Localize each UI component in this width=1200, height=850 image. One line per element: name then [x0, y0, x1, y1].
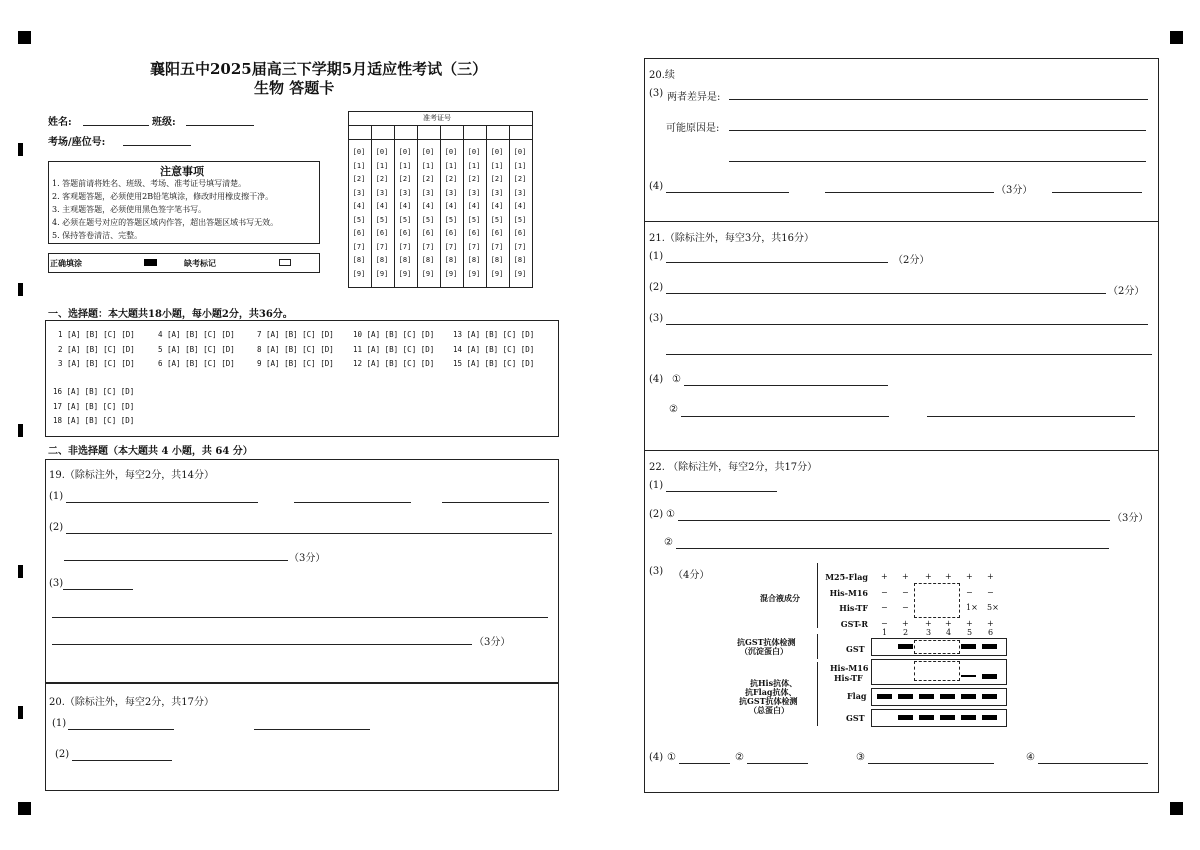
section2-title: 二、非选择题（本大题共 4 小题，共 64 分） — [48, 446, 253, 457]
gel-label-gst2: GST — [846, 713, 865, 723]
q20-4-score: （3分） — [996, 185, 1033, 196]
q19-header: 19.（除标注外，每空2分，共14分） — [49, 470, 214, 481]
exam-id-digit-bubble[interactable]: [0] — [398, 148, 412, 156]
name-label: 姓名: — [48, 117, 72, 128]
q19-part3: (3) — [49, 578, 64, 589]
mc-question-row[interactable]: 3 [A] [B] [C] [D] — [58, 359, 135, 368]
exam-id-digit-bubble[interactable]: [4] — [398, 202, 412, 210]
q21-1-score: （2分） — [893, 255, 930, 266]
gel-band — [919, 715, 934, 720]
fig-detect2-l1: 抗His抗体、 — [750, 678, 798, 688]
exam-id-digit-bubble[interactable]: [5] — [513, 215, 527, 224]
exam-id-digit-bubble[interactable]: [3] — [513, 188, 527, 197]
exam-id-digit-bubble[interactable]: [6] — [444, 229, 458, 237]
gel-band — [961, 715, 976, 720]
fig-row-value: 1× — [966, 603, 978, 612]
exam-id-digit-bubble[interactable]: [0] — [444, 148, 458, 156]
gel-band — [961, 694, 976, 699]
exam-id-digit-bubble[interactable]: [1] — [444, 161, 458, 170]
q21-header: 21.（除标注外，每空3分，共16分） — [649, 233, 814, 244]
q21-part2: (2) — [649, 282, 664, 293]
q22-2-blank[interactable] — [678, 520, 1110, 521]
gel-band — [982, 644, 997, 649]
mc-question-row[interactable]: 11 [A] [B] [C] [D] — [353, 345, 435, 354]
exam-id-label: 准考证号 — [423, 114, 451, 122]
notice-item: 3. 主观题答题，必须使用黑色签字笔书写。 — [52, 205, 207, 214]
exam-id-digit-bubble[interactable]: [2] — [421, 175, 435, 183]
exam-id-digit-bubble[interactable]: [7] — [352, 242, 366, 251]
q22-header: 22. （除标注外，每空2分，共17分） — [649, 462, 818, 473]
exam-id-digit-bubble[interactable]: [1] — [490, 161, 504, 170]
q20-continued-box — [644, 58, 1159, 222]
fig-lane-number: 3 — [926, 628, 932, 637]
q20-3-reason-blank[interactable] — [729, 130, 1146, 131]
q22-2-circle2: ② — [664, 537, 673, 548]
timing-mark — [18, 565, 23, 578]
exam-id-digit-bubble[interactable]: [4] — [352, 202, 366, 210]
q20-continued-label: 20.续 — [649, 70, 675, 81]
correct-fill-label: 正确填涂 — [50, 258, 82, 268]
gel-band — [982, 674, 997, 679]
q22-part2: (2) — [649, 509, 664, 520]
q20-part4: (4) — [649, 181, 664, 192]
exam-id-digit-bubble[interactable]: [9] — [352, 269, 366, 278]
q19-part2: (2) — [49, 522, 64, 533]
gel-band — [940, 715, 955, 720]
timing-mark — [18, 424, 23, 437]
exam-id-digit-bubble[interactable]: [7] — [398, 242, 412, 251]
fig-detect1-l2: （沉淀蛋白） — [740, 646, 788, 656]
q20-reason-label: 可能原因是: — [666, 123, 720, 134]
fig-row-value: − — [881, 619, 888, 628]
exam-id-digit-bubble[interactable]: [4] — [467, 202, 481, 210]
q22-4-blank[interactable] — [747, 763, 808, 764]
exam-id-digit-bubble[interactable]: [6] — [490, 229, 504, 237]
q20-4-blank[interactable] — [1052, 192, 1142, 193]
fig-lane-number: 2 — [903, 628, 909, 637]
q22-3-score: （4分） — [673, 570, 710, 581]
exam-id-digit-bubble[interactable]: [7] — [467, 242, 481, 251]
mc-question-row[interactable]: 6 [A] [B] [C] [D] — [158, 359, 235, 368]
exam-id-digit-bubble[interactable]: [6] — [513, 229, 527, 237]
gel-band — [898, 694, 913, 699]
gel-band — [961, 644, 976, 649]
q22-4-circle3: ③ — [856, 752, 865, 763]
exam-id-digit-bubble[interactable]: [9] — [490, 269, 504, 278]
exam-id-digit-bubble[interactable]: [2] — [352, 175, 366, 183]
exam-id-digit-bubble[interactable]: [1] — [421, 161, 435, 170]
exam-id-digit-bubble[interactable]: [8] — [352, 256, 366, 264]
class-field[interactable] — [186, 125, 254, 126]
q21-3-blank[interactable] — [666, 324, 1148, 325]
q21-4-circle2: ② — [669, 404, 678, 415]
q19-1-blank[interactable] — [442, 502, 549, 503]
class-label: 班级: — [152, 117, 176, 128]
q22-4-blank[interactable] — [868, 763, 994, 764]
q20-diff-label: 两者差异是: — [667, 92, 721, 103]
q22-2-circle1: ① — [666, 509, 675, 520]
exam-id-digit-bubble[interactable]: [8] — [375, 256, 389, 264]
fig-row-value: − — [881, 603, 888, 612]
exam-id-digit-bubble[interactable]: [8] — [398, 256, 412, 264]
exam-id-digit-bubble[interactable]: [0] — [352, 148, 366, 156]
exam-id-digit-bubble[interactable]: [0] — [375, 148, 389, 156]
q19-part1: (1) — [49, 491, 64, 502]
exam-id-digit-bubble[interactable]: [7] — [444, 242, 458, 251]
q21-2-score: （2分） — [1108, 286, 1145, 297]
exam-id-digit-bubble[interactable]: [8] — [421, 256, 435, 264]
exam-id-digit-bubble[interactable]: [2] — [444, 175, 458, 183]
gel-label-his-m16: His-M16 — [830, 663, 869, 673]
notice-item: 2. 客观题答题，必须使用2B铅笔填涂，修改时用橡皮擦干净。 — [52, 192, 274, 201]
fig-row-value: + — [966, 619, 973, 628]
fig-row-value: + — [925, 572, 932, 581]
exam-id-digit-bubble[interactable]: [6] — [467, 229, 481, 237]
fig-row-value: − — [881, 588, 888, 597]
q19-3-blank[interactable] — [52, 644, 472, 645]
q19-2-score: （3分） — [289, 553, 326, 564]
exam-id-digit-bubble[interactable]: [1] — [375, 161, 389, 170]
q22-4-circle2: ② — [735, 752, 744, 763]
exam-subtitle: 生物 答题卡 — [254, 79, 335, 97]
mc-question-row[interactable]: 17 [A] [B] [C] [D] — [53, 401, 135, 411]
exam-id-digit-bubble[interactable]: [6] — [421, 229, 435, 237]
q22-4-blank[interactable] — [679, 763, 730, 764]
q21-4-blank[interactable] — [681, 416, 889, 417]
fig-lane-number: 6 — [988, 628, 994, 637]
mc-question-row[interactable]: 18 [A] [B] [C] [D] — [53, 416, 135, 425]
exam-id-digit-bubble[interactable]: [9] — [421, 269, 435, 278]
q22-part3: (3) — [649, 566, 664, 577]
exam-id-digit-bubble[interactable]: [4] — [421, 202, 435, 210]
notice-title: 注意事项 — [160, 165, 204, 178]
mc-question-row[interactable]: 7 [A] [B] [C] [D] — [257, 330, 334, 339]
exam-id-digit-bubble[interactable]: [4] — [375, 202, 389, 210]
fig-row-label: M25-Flag — [825, 572, 868, 582]
q19-box — [45, 459, 559, 683]
timing-mark — [18, 283, 23, 296]
fig-row-value: − — [902, 603, 909, 612]
exam-id-digit-bubble[interactable]: [3] — [375, 188, 389, 197]
corner-mark-br — [1170, 802, 1183, 815]
exam-id-digit-bubble[interactable]: [1] — [467, 161, 481, 170]
fig-row-value: + — [987, 619, 994, 628]
q19-1-blank[interactable] — [66, 502, 258, 503]
fig-detect2-l3: 抗GST抗体检测 — [739, 696, 798, 706]
exam-id-digit-bubble[interactable]: [0] — [421, 148, 435, 156]
q19-3-blank[interactable] — [63, 589, 133, 590]
gel-band — [961, 675, 976, 677]
exam-id-digit-bubble[interactable]: [6] — [352, 229, 366, 237]
notice-item: 5. 保持答卷清洁、完整。 — [52, 231, 143, 240]
mc-question-row[interactable]: 4 [A] [B] [C] [D] — [158, 330, 235, 339]
mc-question-row[interactable]: 12 [A] [B] [C] [D] — [353, 359, 435, 368]
mc-question-row[interactable]: 8 [A] [B] [C] [D] — [257, 345, 334, 354]
q21-part4: (4) — [649, 374, 664, 385]
q19-3-blank[interactable] — [52, 617, 548, 618]
mc-question-row[interactable]: 10 [A] [B] [C] [D] — [353, 330, 435, 339]
section1-title: 一、选择题：本大题共18小题，每小题2分，共36分。 — [48, 309, 293, 320]
exam-id-digit-bubble[interactable]: [1] — [513, 161, 527, 170]
exam-id-digit-bubble[interactable]: [5] — [352, 215, 366, 224]
fig-row-label: His-TF — [839, 603, 868, 613]
fig-blank-box-his[interactable] — [914, 661, 960, 681]
exam-id-digit-bubble[interactable]: [9] — [398, 269, 412, 278]
gel-band — [940, 694, 955, 699]
q20-part2: (2) — [55, 749, 70, 760]
exam-id-digit-bubble[interactable]: [7] — [513, 242, 527, 251]
fig-row-value: − — [987, 588, 994, 597]
fig-blank-box-gst[interactable] — [914, 640, 960, 654]
exam-id-digit-bubble[interactable]: [5] — [421, 215, 435, 224]
exam-id-digit-bubble[interactable]: [7] — [421, 242, 435, 251]
mc-question-row[interactable]: 15 [A] [B] [C] [D] — [453, 359, 535, 368]
gel-band — [919, 694, 934, 699]
exam-id-digit-bubble[interactable]: [4] — [444, 202, 458, 210]
exam-id-digit-bubble[interactable]: [7] — [375, 242, 389, 251]
q21-part1: (1) — [649, 251, 664, 262]
gel-band — [982, 694, 997, 699]
seat-label: 考场/座位号: — [48, 137, 106, 148]
q22-4-circle4: ④ — [1026, 752, 1035, 763]
fig-row-value: + — [987, 572, 994, 581]
gel-band — [877, 694, 892, 699]
q20-2-blank[interactable] — [72, 760, 172, 761]
fig-row-value: + — [902, 619, 909, 628]
corner-mark-bl — [18, 802, 31, 815]
exam-id-digit-bubble[interactable]: [3] — [444, 188, 458, 197]
gel-band — [898, 644, 913, 649]
gel-label-his-tf: His-TF — [834, 673, 863, 683]
exam-id-digit-bubble[interactable]: [5] — [398, 215, 412, 224]
exam-id-digit-bubble[interactable]: [0] — [490, 148, 504, 156]
exam-id-digit-bubble[interactable]: [9] — [444, 269, 458, 278]
exam-id-digit-bubble[interactable]: [3] — [467, 188, 481, 197]
notice-item: 1. 答题前请将姓名、班级、考场、准考证号填写清楚。 — [52, 179, 247, 188]
exam-id-digit-bubble[interactable]: [2] — [513, 175, 527, 183]
q19-2-blank[interactable] — [64, 560, 288, 561]
exam-id-digit-bubble[interactable]: [1] — [398, 161, 412, 170]
exam-id-digit-bubble[interactable]: [8] — [513, 256, 527, 264]
q21-4-blank[interactable] — [927, 416, 1135, 417]
mc-question-row[interactable]: 14 [A] [B] [C] [D] — [453, 345, 535, 354]
exam-id-digit-bubble[interactable]: [5] — [490, 215, 504, 224]
mc-question-row[interactable]: 13 [A] [B] [C] [D] — [453, 330, 535, 339]
fig-bracket — [817, 563, 818, 628]
mc-question-row[interactable]: 16 [A] [B] [C] [D] — [53, 387, 135, 396]
timing-mark — [18, 143, 23, 156]
exam-id-digit-bubble[interactable]: [9] — [513, 269, 527, 278]
q19-3-score: （3分） — [474, 637, 511, 648]
fig-lane-number: 5 — [967, 628, 973, 637]
correct-fill-sample — [144, 259, 157, 266]
exam-id-digit-bubble[interactable]: [3] — [398, 188, 412, 197]
exam-id-digit-bubble[interactable]: [8] — [490, 256, 504, 264]
fig-detect1-l1: 抗GST抗体检测 — [737, 637, 796, 647]
q19-2-blank[interactable] — [66, 533, 552, 534]
exam-id-digit-bubble[interactable]: [6] — [398, 229, 412, 237]
fig-bracket — [817, 662, 818, 726]
q20-3-diff-blank[interactable] — [729, 99, 1148, 100]
q21-part3: (3) — [649, 313, 664, 324]
exam-id-digit-bubble[interactable]: [2] — [375, 175, 389, 183]
exam-id-digit-bubble[interactable]: [4] — [490, 202, 504, 210]
fig-row-value: + — [966, 572, 973, 581]
exam-id-digit-bubble[interactable]: [8] — [467, 256, 481, 264]
exam-id-digit-bubble[interactable]: [7] — [490, 242, 504, 251]
fig-blank-box-mix[interactable] — [914, 583, 960, 618]
exam-id-digit-bubble[interactable]: [9] — [375, 269, 389, 278]
q20-3-reason-blank[interactable] — [729, 161, 1146, 162]
q21-2-blank[interactable] — [666, 293, 1106, 294]
gel-label-gst: GST — [846, 644, 865, 654]
mc-question-row[interactable]: 5 [A] [B] [C] [D] — [158, 345, 235, 354]
q20-part1: (1) — [52, 718, 67, 729]
exam-id-digit-bubble[interactable]: [0] — [467, 148, 481, 156]
q22-4-circle1: ① — [667, 752, 676, 763]
q21-4-circle1: ① — [672, 374, 681, 385]
exam-id-digit-bubble[interactable]: [2] — [398, 175, 412, 183]
notice-item: 4. 必须在题号对应的答题区域内作答，超出答题区域书写无效。 — [52, 218, 279, 227]
fig-bracket — [817, 634, 818, 659]
q22-part4: (4) — [649, 752, 664, 763]
fig-row-value: + — [925, 619, 932, 628]
absent-mark-label: 缺考标记 — [184, 258, 216, 268]
q20-header: 20.（除标注外，每空2分，共17分） — [49, 697, 214, 708]
q22-2-score: （3分） — [1112, 513, 1149, 524]
absent-mark-checkbox[interactable] — [279, 259, 291, 266]
q22-2-blank[interactable] — [676, 548, 1109, 549]
q19-1-blank[interactable] — [294, 502, 411, 503]
exam-id-digit-bubble[interactable]: [3] — [352, 188, 366, 197]
exam-id-digit-bubble[interactable]: [6] — [375, 229, 389, 237]
gel-label-flag: Flag — [847, 691, 867, 701]
q20-1-blank[interactable] — [68, 729, 174, 730]
q20-4-blank[interactable] — [666, 192, 789, 193]
q22-part1: (1) — [649, 480, 664, 491]
q21-4-blank[interactable] — [684, 385, 888, 386]
q21-3-blank[interactable] — [666, 354, 1152, 355]
corner-mark-tr — [1170, 31, 1183, 44]
exam-id-digit-bubble[interactable]: [9] — [467, 269, 481, 278]
exam-id-digit-bubble[interactable]: [2] — [467, 175, 481, 183]
fig-row-value: + — [902, 572, 909, 581]
mc-question-row[interactable]: 9 [A] [B] [C] [D] — [257, 359, 334, 368]
fig-mix-label: 混合液成分 — [760, 593, 800, 603]
q20-4-blank[interactable] — [825, 192, 994, 193]
fig-row-value: + — [881, 572, 888, 581]
fig-row-value: + — [945, 619, 952, 628]
exam-id-digit-bubble[interactable]: [5] — [444, 215, 458, 224]
exam-id-digit-bubble[interactable]: [5] — [375, 215, 389, 224]
fig-row-label: GST-R — [840, 619, 868, 629]
fig-detect2-l2: 抗Flag抗体、 — [745, 687, 797, 697]
exam-title: 襄阳五中2025届高三下学期5月适应性考试（三） — [150, 60, 488, 78]
q20-part3: (3) — [649, 88, 664, 99]
exam-id-digit-bubble[interactable]: [0] — [513, 148, 527, 156]
name-field[interactable] — [83, 125, 149, 126]
exam-id-digit-bubble[interactable]: [3] — [490, 188, 504, 197]
mc-question-row[interactable]: 1 [A] [B] [C] [D] — [58, 330, 135, 339]
seat-field[interactable] — [123, 145, 191, 146]
exam-id-digit-bubble[interactable]: [2] — [490, 175, 504, 183]
fig-lane-number: 4 — [946, 628, 952, 637]
exam-id-digit-bubble[interactable]: [8] — [444, 256, 458, 264]
gel-band — [898, 715, 913, 720]
fig-row-value: − — [902, 588, 909, 597]
fig-detect2-l4: （总蛋白） — [749, 705, 789, 715]
exam-id-digit-bubble[interactable]: [5] — [467, 215, 481, 224]
mc-question-row[interactable]: 2 [A] [B] [C] [D] — [58, 345, 135, 354]
fig-row-value: + — [945, 572, 952, 581]
q21-1-blank[interactable] — [666, 262, 888, 263]
corner-mark-tl — [18, 31, 31, 44]
exam-id-digit-bubble[interactable]: [4] — [513, 202, 527, 210]
gel-band — [982, 715, 997, 720]
exam-id-digit-bubble[interactable]: [1] — [352, 161, 366, 170]
q22-1-blank[interactable] — [666, 491, 777, 492]
q22-4-blank[interactable] — [1038, 763, 1148, 764]
fig-row-value: 5× — [987, 603, 999, 612]
timing-mark — [18, 706, 23, 719]
exam-id-digit-bubble[interactable]: [3] — [421, 188, 435, 197]
q20-1-blank[interactable] — [254, 729, 370, 730]
fig-row-label: His-M16 — [829, 588, 868, 598]
fig-lane-number: 1 — [882, 628, 888, 637]
fig-row-value: − — [966, 588, 973, 597]
